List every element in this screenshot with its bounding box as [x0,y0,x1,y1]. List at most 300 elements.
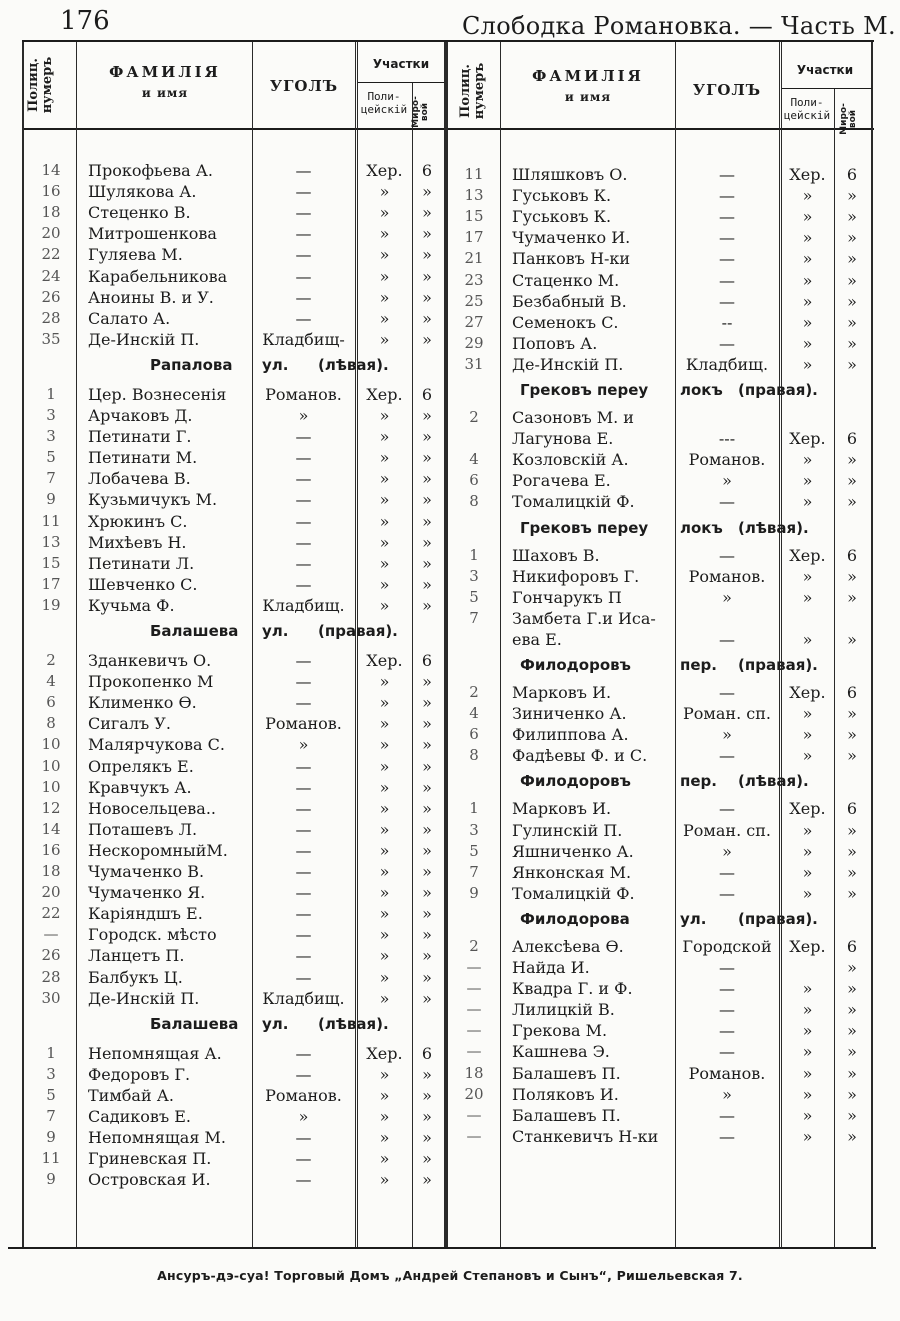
right-house-number-header-line2: нумеръ [472,62,488,120]
police-district-cell: » [802,1021,813,1041]
house-number-cell: 1 [469,799,479,818]
house-number-cell: 24 [41,266,61,285]
corner-cell: — [295,819,312,839]
surname-cell: Безбабный В. [512,291,627,311]
house-number-cell: 20 [41,224,61,243]
police-district-cell: » [379,714,390,734]
right-surname-header-title: ФАМИЛІЯ [532,67,644,85]
police-district-cell: » [379,798,390,818]
peace-district-cell: » [422,925,432,945]
peace-district-cell: » [847,1021,857,1041]
corner-cell: » [722,471,732,491]
police-district-cell: » [802,270,813,290]
surname-cell: Непомнящая А. [88,1043,222,1063]
police-district-cell: » [379,988,390,1008]
peace-district-cell: » [422,203,432,223]
surname-cell: Хрюкинъ С. [88,511,188,531]
peace-district-cell: » [422,406,432,425]
surname-cell: Сигалъ У. [88,714,171,734]
surname-cell: Непомнящая М. [88,1128,226,1148]
police-district-cell: Хер. [366,161,403,180]
house-number-cell: — [466,1126,482,1145]
house-number-cell: 3 [46,1064,56,1083]
surname-cell: Гуськовъ К. [512,207,612,227]
peace-district-cell: » [847,979,857,999]
peace-district-cell: » [422,672,432,692]
peace-district-cell: » [422,988,432,1008]
police-district-cell: » [802,333,813,353]
corner-cell: — [295,511,312,531]
police-district-cell: » [802,841,813,861]
corner-cell: Роман. сп. [683,820,771,840]
peace-district-cell: 6 [421,651,433,670]
police-district-cell: » [379,1149,390,1169]
peace-district-cell: » [847,492,857,512]
left-peace-header-line1: Миро- [411,96,421,128]
house-number-cell: 23 [464,270,484,289]
surname-cell: Стеценко В. [88,203,191,223]
corner-cell: Романов. [688,566,766,586]
house-number-cell: 16 [41,840,61,859]
house-number-cell: 19 [41,595,61,614]
right-police-header-line2: цейскій [783,109,831,123]
corner-cell: — [719,1126,735,1146]
corner-cell: Романов. [265,1085,342,1105]
peace-district-cell: » [422,287,432,307]
corner-cell: » [722,587,732,607]
left-house-number-header [27,45,57,125]
section-heading-side: (правая). [318,622,398,640]
section-heading-side: (лѣвая). [318,355,389,374]
corner-cell: » [298,735,309,755]
section-heading-side: (лѣвая). [738,772,809,791]
police-district-cell: » [379,819,390,839]
peace-district-cell: » [422,245,432,265]
peace-district-cell: » [847,471,857,491]
peace-district-cell: » [422,490,432,510]
corner-cell: — [295,308,312,328]
surname-cell: Алексѣева Ѳ. [512,936,624,956]
house-number-cell: 1 [46,1043,56,1062]
surname-cell: Поташевъ Л. [88,819,198,839]
peace-district-cell: » [422,862,432,881]
section-heading-street: Балашева [150,622,239,640]
house-number-cell: — [466,1042,482,1061]
police-district-cell: » [802,566,813,586]
corner-cell: Городской [682,936,772,956]
house-number-cell: 3 [469,820,479,839]
surname-cell: Де-Инскій П. [512,354,624,374]
section-heading-street: Рапалова [150,355,233,374]
house-number-cell: 20 [464,1084,484,1103]
surname-cell: Зиниченко А. [512,704,627,724]
police-district-cell: Хер. [366,384,403,404]
house-number-cell: — [43,925,59,944]
house-number-cell: 2 [469,936,479,955]
corner-cell: — [295,1064,312,1084]
police-district-cell: Хер. [366,1043,403,1063]
police-district-cell: » [379,1128,390,1148]
surname-cell: Петинати Г. [88,427,192,447]
police-district-cell: » [802,979,813,999]
house-number-cell: 35 [41,329,61,348]
house-number-cell: 25 [464,291,484,310]
section-heading-type: пер. [680,656,717,674]
house-number-cell: 7 [469,862,479,881]
surname-cell: Шаховъ В. [512,545,600,565]
house-number-cell: 13 [464,186,484,205]
left-outer-rule [22,42,24,1247]
house-number-cell: — [466,958,482,976]
police-district-cell: » [379,182,390,202]
house-number-cell: 6 [46,693,56,712]
police-district-cell: » [379,756,390,776]
right-house-number-header-line1: Полиц. [458,64,473,118]
section-heading-street: Грековъ переу [520,518,649,537]
section-heading-side: (правая). [738,909,818,928]
police-district-cell: » [802,1042,813,1062]
section-heading-type: пер. [680,772,717,791]
peace-district-cell: » [422,1064,432,1084]
police-district-cell: » [379,329,390,349]
police-district-cell: » [379,925,390,945]
house-number-cell: 1 [469,545,479,564]
house-number-cell: 18 [41,203,61,222]
house-number-cell: 17 [464,228,484,247]
corner-cell: — [295,1043,312,1063]
peace-district-cell: » [847,1042,857,1062]
house-number-cell: 9 [46,490,56,509]
footer-advertisement: Ансуръ-дэ-суа! Торговый Домъ „Андрей Степановъ и Сынъ“, Ришельевская 7. [157,1268,743,1283]
corner-cell: Кладбищ- [262,329,345,349]
surname-cell: Михѣевъ Н. [88,532,187,552]
corner-cell: Роман. сп. [683,704,771,724]
section-heading-type: ул. [262,355,289,374]
house-number-cell: 3 [469,566,479,585]
police-district-cell: Хер. [789,165,826,184]
corner-cell: — [295,967,312,987]
peace-district-cell: » [422,266,432,286]
police-district-cell: » [802,186,813,206]
surname-cell: Гуляева М. [88,245,183,265]
house-number-cell: 3 [46,406,56,424]
police-district-cell: » [379,1064,390,1084]
police-district-cell: » [379,308,390,328]
peace-district-cell: » [847,354,857,374]
corner-cell: — [295,904,312,924]
right-surname-header-sub: и имя [564,90,612,105]
police-district-cell: » [379,1107,390,1126]
peace-district-cell: » [847,566,857,586]
corner-cell: — [295,574,312,594]
peace-district-cell: » [847,1063,857,1083]
police-district-cell: » [379,553,390,573]
peace-district-cell: » [847,958,857,977]
police-district-cell: » [379,448,390,468]
police-district-cell: » [802,228,813,248]
surname-cell: Федоровъ Г. [88,1064,191,1084]
police-district-cell: » [802,746,813,766]
right-districts-header: Участки [796,63,854,77]
house-number-cell: 7 [469,608,479,627]
house-number-cell: 14 [41,819,61,838]
peace-district-cell: » [422,224,432,244]
house-number-cell: 2 [46,651,56,669]
peace-district-cell: » [847,270,857,290]
section-heading-type: ул. [680,909,707,928]
police-district-cell: » [379,203,390,223]
surname-cell: Марковъ И. [512,799,612,819]
peace-district-cell: » [847,1000,857,1020]
house-number-cell: 7 [46,469,56,488]
surname-cell: Марковъ И. [512,683,612,702]
corner-cell: — [295,840,312,860]
police-district-cell: Хер. [789,936,826,956]
police-district-cell: » [379,574,390,594]
surname-cell: Сазоновъ М. и [512,408,634,427]
corner-cell: » [298,1107,309,1126]
police-district-cell: » [379,469,390,489]
left-house-number-header-line1: Полиц. [26,58,41,112]
right-districts-subrule [782,88,872,89]
peace-district-cell: » [847,207,857,227]
house-number-cell: 16 [41,182,61,201]
table-bottom-rule [8,1247,876,1249]
police-district-cell: » [802,883,813,903]
house-number-cell: 9 [46,1128,56,1147]
section-heading-type: ул. [262,1014,289,1033]
police-district-cell: » [379,532,390,552]
house-number-cell: 13 [41,532,61,551]
peace-district-cell: » [422,308,432,328]
left-corner-header: УГОЛЪ [269,77,339,95]
corner-cell: — [295,182,312,202]
peace-district-cell: » [847,228,857,248]
corner-cell: — [719,1000,735,1020]
house-number-cell: 9 [46,1170,56,1189]
left-districts-subrule [358,82,444,83]
corner-cell: — [295,224,312,244]
house-number-cell: 29 [464,333,484,352]
right-num-rule [500,42,501,1247]
house-number-cell: 20 [41,883,61,902]
surname-cell: Митрошенкова [88,224,217,244]
corner-cell: — [295,490,312,510]
police-district-cell: » [379,777,390,797]
house-number-cell: 21 [464,249,484,268]
peace-district-cell: » [847,333,857,353]
surname-cell: Петинати М. [88,448,198,468]
running-head: Слободка Романовка. — Часть М. [462,12,896,40]
police-district-cell: » [379,1170,390,1190]
corner-cell: — [295,245,312,265]
police-district-cell: Хер. [789,799,826,819]
surname-cell: Чумаченко И. [512,228,631,248]
peace-district-cell: » [422,1128,432,1148]
corner-cell: — [719,1042,735,1062]
police-district-cell: » [802,587,813,607]
surname-cell: Каріяндшъ Е. [88,904,203,924]
police-district-cell: » [379,735,390,755]
surname-cell: Шулякова А. [88,182,197,202]
house-number-cell: 12 [41,798,61,817]
police-district-cell: » [802,629,813,649]
corner-cell: — [719,629,735,649]
peace-district-cell: » [847,186,857,206]
peace-district-cell: » [422,1107,432,1126]
corner-cell: » [722,1084,732,1104]
surname-cell: Балбукъ Ц. [88,967,183,987]
surname-cell: Тимбай А. [88,1085,174,1105]
surname-cell: Никифоровъ Г. [512,566,640,586]
house-number-cell: 26 [41,946,61,965]
house-number-cell: 5 [46,1085,56,1104]
corner-cell: — [719,1105,735,1125]
peace-district-cell: » [422,574,432,594]
peace-district-cell: » [847,1084,857,1104]
left-house-number-header-line2: нумеръ [40,56,56,114]
corner-cell: — [719,291,735,311]
corner-cell: — [719,799,735,819]
police-district-cell: » [379,406,390,425]
surname-cell: Арчаковъ Д. [88,406,193,425]
peace-district-cell: » [422,469,432,489]
peace-district-cell: » [422,329,432,349]
peace-district-cell: 6 [846,429,858,449]
peace-district-cell: » [847,820,857,840]
surname-cell: Шевченко С. [88,574,198,594]
corner-cell: — [295,925,312,945]
peace-district-cell: » [847,629,857,649]
section-heading-type: ул. [262,622,289,640]
surname-cell: Козловскій А. [512,450,629,470]
corner-cell: — [295,693,312,713]
corner-cell: — [295,862,312,881]
surname-cell: Аноины В. и У. [88,287,214,307]
corner-cell: — [295,883,312,903]
left-peace-header [412,94,436,130]
surname-cell: Кашнева Э. [512,1042,610,1062]
right-surname-header [502,68,674,105]
police-district-cell: Хер. [789,683,826,702]
section-heading-side: (правая). [738,381,818,399]
corner-cell: Романов. [265,714,342,734]
surname-cell: Островская И. [88,1170,211,1190]
corner-cell: — [719,228,735,248]
peace-district-cell: » [847,450,857,470]
police-district-cell: » [802,291,813,311]
police-district-cell: » [802,1084,813,1104]
surname-cell: Янконская М. [512,862,632,882]
house-number-cell: 2 [469,683,479,701]
peace-district-cell: » [422,427,432,447]
house-number-cell: 22 [41,904,61,923]
section-heading-street: Балашева [150,1014,239,1033]
section-heading-street: Филодоровъ [520,772,631,791]
section-heading-street: Филодоровъ [520,656,631,674]
corner-cell: — [719,862,735,882]
house-number-cell: 4 [469,450,479,469]
corner-cell: Романов. [688,450,766,470]
surname-cell: ева Е. [512,629,562,649]
section-heading-type: локъ [680,381,723,399]
corner-cell: — [295,427,312,447]
surname-cell: Шляшковъ О. [512,165,628,184]
police-district-cell: Хер. [366,651,403,670]
corner-cell: -- [721,312,733,332]
police-district-cell: » [802,820,813,840]
police-district-cell: » [379,224,390,244]
police-district-cell: » [379,287,390,307]
peace-district-cell: » [847,725,857,745]
police-district-cell: » [379,427,390,447]
surname-cell: Балашевъ П. [512,1063,621,1083]
section-heading-type: локъ [680,518,723,537]
peace-district-cell: 6 [846,545,858,565]
peace-district-cell: » [422,182,432,202]
police-district-cell: » [379,1085,390,1105]
police-district-cell: » [802,862,813,882]
house-number-cell: 5 [469,587,479,606]
peace-district-cell: 6 [846,799,858,819]
page-number: 176 [60,6,110,36]
right-corner-rule [779,42,780,1247]
house-number-cell: 11 [464,165,484,183]
peace-district-cell: » [422,819,432,839]
house-number-cell: 5 [469,841,479,860]
house-number-cell: 14 [41,161,61,179]
house-number-cell: 8 [469,746,479,765]
police-district-cell: » [802,704,813,724]
corner-cell: — [295,1128,312,1148]
corner-cell: Кладбищ. [685,354,769,374]
section-heading-side: (лѣвая). [738,518,809,537]
house-number-cell: 7 [46,1107,56,1125]
police-district-cell: » [802,312,813,332]
corner-cell: — [295,651,312,670]
surname-cell: Стаценко М. [512,270,620,290]
peace-district-cell: » [847,1105,857,1125]
surname-cell: Замбета Г.и Иса- [512,608,656,628]
left-corner-rule [355,42,356,1247]
police-district-cell: » [802,1063,813,1083]
right-police-header-line1: Поли- [790,96,824,109]
peace-district-cell: » [422,1149,432,1169]
surname-cell: Чумаченко Я. [88,883,206,903]
peace-district-cell: » [422,840,432,860]
surname-cell: Де-Инскій П. [88,988,200,1008]
corner-cell: — [719,270,735,290]
surname-cell: Петинати Л. [88,553,195,573]
corner-cell: Романов. [688,1063,766,1083]
police-district-cell: » [379,595,390,615]
peace-district-cell: » [422,448,432,468]
left-num-rule [76,42,77,1247]
peace-district-cell: » [847,249,857,269]
left-peace-header-line2: вой [420,102,430,122]
surname-cell: Семенокъ С. [512,312,619,332]
house-number-cell: 8 [469,492,479,511]
corner-cell: » [722,725,732,745]
police-district-cell: » [379,693,390,713]
police-district-cell: » [802,1105,813,1125]
peace-district-cell: » [422,714,432,734]
surname-cell: Малярчукова С. [88,735,226,755]
left-surname-header-sub: и имя [141,86,189,101]
peace-district-cell: » [422,1170,432,1190]
peace-district-cell: 6 [846,165,858,184]
corner-cell: — [295,1149,312,1169]
